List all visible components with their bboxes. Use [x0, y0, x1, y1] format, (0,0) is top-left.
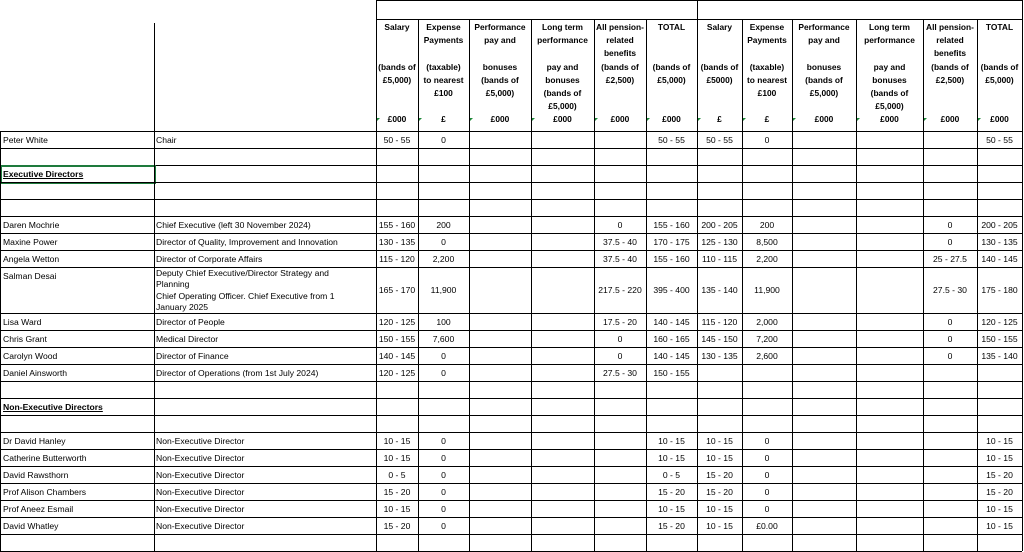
header-line: Long term	[869, 22, 910, 32]
grid-line	[697, 131, 698, 551]
value-cell: 10 - 15	[706, 521, 733, 531]
header-line: pay and	[484, 35, 516, 46]
grid-line	[469, 19, 470, 131]
header-line	[792, 100, 856, 113]
header-line: pay and	[873, 61, 906, 72]
header-line: (bands of	[601, 61, 639, 72]
header-line: £2,500)	[935, 74, 965, 85]
column-header-performance-pay-2024	[792, 21, 856, 131]
header-line	[646, 47, 697, 60]
header-line: Salary	[706, 22, 733, 32]
grid-line	[923, 19, 924, 131]
column-header-total-2024	[977, 21, 1022, 131]
job-title-line: Non-Executive Director	[156, 487, 245, 497]
header-line: performance	[864, 35, 915, 46]
header-line: bonuses	[545, 74, 580, 85]
grid-line	[376, 19, 1022, 20]
header-line: to nearest	[746, 74, 788, 85]
header-line: £5,000)	[548, 101, 577, 112]
person-name: Salman Desai	[3, 271, 57, 281]
header-line: TOTAL	[985, 22, 1014, 32]
value-cell: 110 - 115	[701, 254, 738, 264]
person-name: Chris Grant	[3, 334, 47, 344]
header-line: performance	[537, 35, 588, 46]
header-line	[376, 100, 418, 113]
value-cell: 100	[436, 317, 451, 327]
header-line	[977, 100, 1022, 113]
value-cell: 50 - 55	[383, 135, 411, 145]
header-line: £5,000)	[875, 101, 904, 112]
grid-line	[792, 131, 793, 551]
value-cell: 140 - 145	[653, 317, 690, 327]
value-cell: 10 - 15	[658, 436, 685, 446]
value-cell: 155 - 160	[653, 220, 690, 230]
value-cell: 0 - 5	[662, 470, 681, 480]
value-cell: 0	[617, 351, 623, 361]
person-name: Daniel Ainsworth	[3, 368, 68, 378]
header-line: (bands of	[378, 61, 416, 72]
person-name: Prof Aneez Esmail	[3, 504, 74, 514]
value-cell: 0	[764, 135, 770, 145]
grid-line	[154, 23, 155, 131]
grid-line	[594, 19, 595, 131]
header-line: £5,000)	[382, 74, 412, 85]
grid-line	[977, 131, 978, 551]
grid-line	[1022, 0, 1023, 131]
value-cell: 15 - 20	[658, 521, 685, 531]
value-cell: 130 - 135	[701, 351, 738, 361]
column-header-salary-2025	[376, 21, 418, 131]
header-line: bonuses	[872, 74, 907, 85]
cell-flag-marker	[978, 118, 981, 121]
cell-flag-marker	[698, 118, 701, 121]
header-line: (bands of	[481, 74, 519, 85]
header-line: Expense	[426, 22, 461, 32]
job-title-line: Deputy Chief Executive/Director Strategy and	[156, 268, 329, 278]
grid-line	[923, 131, 924, 551]
value-cell: 50 - 55	[986, 135, 1013, 145]
header-line: £5,000)	[657, 74, 686, 85]
value-cell: 395 - 400	[653, 285, 690, 295]
section-heading: Non-Executive Directors	[3, 402, 103, 412]
value-cell: 10 - 15	[706, 504, 733, 514]
cell-flag-marker	[419, 118, 422, 121]
person-name: Angela Wetton	[3, 254, 60, 264]
header-line	[856, 47, 923, 60]
value-cell: 0	[764, 436, 770, 446]
value-cell: 25 - 27.5	[933, 254, 967, 264]
value-cell: 135 - 140	[701, 285, 738, 295]
value-cell: 50 - 55	[658, 135, 685, 145]
person-name: Daren Mochrie	[3, 220, 60, 230]
column-header-performance-pay-2025	[469, 21, 531, 131]
value-cell: 0	[441, 436, 446, 446]
cell-flag-marker	[532, 118, 535, 121]
job-title-line: Director of Finance	[156, 351, 229, 361]
value-cell: 50 - 55	[706, 135, 733, 145]
person-name: Dr David Hanley	[3, 436, 66, 446]
value-cell: 15 - 20	[383, 521, 411, 531]
value-cell: 217.5 - 220	[598, 285, 642, 295]
header-line	[594, 100, 646, 113]
title-column-header	[154, 61, 376, 73]
grid-line	[531, 19, 532, 131]
job-title-line: Director of Corporate Affairs	[156, 254, 263, 264]
header-line: to nearest	[423, 74, 464, 85]
grid-line	[531, 131, 532, 551]
value-cell: 10 - 15	[383, 504, 411, 514]
value-cell: 155 - 160	[378, 220, 416, 230]
value-cell: 0	[764, 453, 770, 463]
grid-line	[856, 131, 857, 551]
person-name: Lisa Ward	[3, 317, 42, 327]
value-cell: 0	[947, 334, 953, 344]
header-line: benefits	[933, 48, 967, 59]
value-cell: 15 - 20	[986, 470, 1013, 480]
value-cell: 150 - 155	[981, 334, 1018, 344]
header-line	[742, 47, 792, 60]
header-line: (taxable)	[749, 61, 785, 72]
value-cell: 165 - 170	[378, 285, 416, 295]
header-line: pay and	[546, 61, 579, 72]
header-line	[697, 100, 742, 113]
value-cell: 15 - 20	[986, 487, 1013, 497]
header-line	[923, 87, 977, 100]
value-cell: 15 - 20	[383, 487, 411, 497]
value-cell: 27.5 - 30	[603, 368, 637, 378]
grid-line	[469, 131, 470, 551]
header-line: £000	[387, 114, 407, 125]
column-header-expense-payments-2025	[418, 21, 469, 131]
value-cell: 10 - 15	[383, 436, 411, 446]
column-header-total-2025	[646, 21, 697, 131]
value-cell: 10 - 15	[658, 504, 685, 514]
value-cell: 0	[764, 470, 770, 480]
grid-line	[376, 0, 377, 131]
header-line: £	[441, 114, 446, 125]
value-cell: £0.00	[756, 521, 778, 531]
cell-flag-marker	[857, 118, 860, 121]
header-line: £5,000)	[985, 74, 1014, 85]
job-title-line: Director of People	[156, 317, 225, 327]
header-line: (bands of	[931, 61, 969, 72]
value-cell: 10 - 15	[706, 436, 733, 446]
value-cell: 140 - 145	[378, 351, 416, 361]
job-title-line: Director of Quality, Improvement and Innovation	[156, 237, 338, 247]
header-line: £5,000)	[485, 87, 515, 98]
column-header-expense-payments-2024	[742, 21, 792, 131]
header-line	[376, 47, 418, 60]
header-line: Payments	[423, 35, 464, 46]
job-title-line: Non-Executive Director	[156, 470, 245, 480]
value-cell: 135 - 140	[981, 351, 1018, 361]
grid-line	[594, 131, 595, 551]
section-heading: Executive Directors	[3, 169, 84, 179]
header-line	[418, 100, 469, 113]
value-cell: 175 - 180	[981, 285, 1018, 295]
job-title-line: Director of Operations (from 1st July 2024)	[156, 368, 319, 378]
value-cell: 10 - 15	[986, 504, 1013, 514]
header-line	[531, 47, 594, 60]
grid-line	[977, 19, 978, 131]
header-line: £000	[553, 114, 572, 125]
header-line	[469, 47, 531, 60]
header-line	[697, 34, 742, 47]
value-cell: 2,600	[756, 351, 778, 361]
grid-line	[792, 19, 793, 131]
header-line: £000	[490, 114, 510, 125]
header-line: Expense	[749, 22, 785, 32]
job-title-line: Chief Operating Officer. Chief Executive from 1	[156, 290, 335, 301]
person-name: Maxine Power	[3, 237, 58, 247]
header-line: £000	[880, 114, 899, 125]
value-cell: 120 - 125	[981, 317, 1018, 327]
header-line	[376, 34, 418, 47]
value-cell: 11,900	[430, 285, 457, 295]
job-title-line: Non-Executive Director	[156, 436, 245, 446]
header-line: Long term	[542, 22, 583, 32]
header-line: £000	[610, 114, 630, 125]
value-cell: 200	[759, 220, 775, 230]
value-cell: 2,200	[756, 254, 778, 264]
value-cell: 140 - 145	[981, 254, 1018, 264]
grid-line	[376, 0, 1022, 1]
column-header-long-term-performance-2024	[856, 21, 923, 131]
value-cell: 125 - 130	[701, 237, 738, 247]
header-line	[977, 47, 1022, 60]
header-line: All pension-	[596, 22, 644, 32]
value-cell: 200 - 205	[981, 220, 1018, 230]
value-cell: 140 - 145	[653, 351, 690, 361]
header-line: (taxable)	[426, 61, 461, 72]
value-cell: 10 - 15	[986, 453, 1013, 463]
header-line: £000	[662, 114, 681, 125]
header-line: TOTAL	[657, 22, 686, 32]
value-cell: 0	[441, 470, 446, 480]
grid-line	[742, 19, 743, 131]
cell-flag-marker	[793, 118, 796, 121]
value-cell: 170 - 175	[653, 237, 690, 247]
value-cell: 0	[441, 487, 446, 497]
header-line: Payments	[747, 35, 787, 46]
header-line	[977, 34, 1022, 47]
job-title-line: Chief Executive (left 30 November 2024)	[156, 220, 311, 230]
header-line	[697, 47, 742, 60]
person-name: Carolyn Wood	[3, 351, 58, 361]
header-line: pay and	[808, 35, 840, 46]
job-title	[156, 268, 374, 313]
header-line	[646, 100, 697, 113]
person-name: Peter White	[3, 135, 48, 145]
header-line: £100	[757, 87, 777, 98]
value-cell: 0	[764, 487, 770, 497]
value-cell: 150 - 155	[378, 334, 416, 344]
value-cell: 15 - 20	[706, 487, 733, 497]
job-title-line: Medical Director	[156, 334, 219, 344]
column-header-salary-2024	[697, 21, 742, 131]
value-cell: 8,500	[756, 237, 778, 247]
header-line	[376, 87, 418, 100]
value-cell: 145 - 150	[701, 334, 738, 344]
value-cell: 10 - 15	[383, 453, 411, 463]
job-title-line: January 2025	[156, 301, 209, 312]
header-line: (bands of	[870, 87, 909, 98]
period-header-2024-25	[376, 4, 697, 16]
grid-line	[376, 131, 377, 551]
value-cell: 0	[947, 220, 953, 230]
grid-line	[0, 131, 1, 551]
value-cell: 27.5 - 30	[933, 285, 967, 295]
job-title-line: Planning	[156, 279, 190, 290]
value-cell: 0 - 5	[388, 470, 406, 480]
value-cell: 10 - 15	[658, 453, 685, 463]
grid-line	[1022, 131, 1023, 551]
value-cell: 115 - 120	[701, 317, 738, 327]
cell-flag-marker	[743, 118, 746, 121]
value-cell: 7,600	[432, 334, 455, 344]
header-line: £2,500)	[605, 74, 635, 85]
value-cell: 2,200	[432, 254, 455, 264]
value-cell: 0	[617, 220, 623, 230]
value-cell: 0	[617, 334, 623, 344]
period-header-2023-24	[697, 4, 1022, 16]
value-cell: 150 - 155	[653, 368, 690, 378]
header-line	[923, 100, 977, 113]
value-cell: 130 - 135	[981, 237, 1018, 247]
header-line: Salary	[384, 22, 410, 32]
value-cell: 0	[947, 351, 953, 361]
value-cell: 0	[441, 453, 446, 463]
header-line: £	[764, 114, 770, 125]
header-line: (bands of	[652, 61, 691, 72]
job-title-line: Non-Executive Director	[156, 504, 245, 514]
name-column-header	[0, 61, 154, 73]
header-line: £100	[434, 87, 453, 98]
cell-flag-marker	[595, 118, 598, 121]
value-cell: 0	[441, 521, 446, 531]
header-line	[646, 34, 697, 47]
header-line: £000	[814, 114, 834, 125]
cell-flag-marker	[924, 118, 927, 121]
value-cell: 37.5 - 40	[603, 237, 637, 247]
header-line: related	[936, 35, 964, 46]
header-line	[646, 87, 697, 100]
header-line: Performance	[798, 22, 850, 32]
value-cell: 11,900	[754, 285, 780, 295]
header-line: (bands of	[805, 74, 843, 85]
header-line: bonuses	[806, 61, 842, 72]
header-line: (bands of	[543, 87, 582, 98]
value-cell: 10 - 15	[706, 453, 733, 463]
value-cell: 0	[441, 135, 446, 145]
header-line	[469, 100, 531, 113]
grid-line	[697, 0, 698, 131]
header-line: (bands of	[980, 61, 1019, 72]
value-cell: 115 - 120	[379, 254, 415, 264]
header-line: benefits	[603, 48, 637, 59]
value-cell: 15 - 20	[706, 470, 733, 480]
header-line	[418, 47, 469, 60]
header-line: £	[717, 114, 722, 125]
header-line	[594, 87, 646, 100]
header-line: Performance	[474, 22, 526, 32]
value-cell: 10 - 15	[986, 521, 1013, 531]
value-cell: 120 - 125	[378, 368, 416, 378]
value-cell: 0	[441, 504, 446, 514]
header-line	[792, 47, 856, 60]
value-cell: 37.5 - 40	[603, 254, 637, 264]
value-cell: 15 - 20	[658, 487, 685, 497]
cell-flag-marker	[377, 118, 380, 121]
value-cell: 0	[441, 237, 446, 247]
value-cell: 130 - 135	[378, 237, 416, 247]
header-line	[742, 100, 792, 113]
value-cell: 200 - 205	[701, 220, 738, 230]
value-cell: 2,000	[756, 317, 778, 327]
person-name: Prof Alison Chambers	[3, 487, 87, 497]
grid-line	[418, 19, 419, 131]
value-cell: 120 - 125	[378, 317, 416, 327]
value-cell: 0	[947, 317, 953, 327]
grid-line	[418, 131, 419, 551]
person-name: David Whatley	[3, 521, 59, 531]
value-cell: 200	[436, 220, 451, 230]
value-cell: 0	[947, 237, 953, 247]
grid-line	[646, 131, 647, 551]
header-line: bonuses	[482, 61, 518, 72]
header-line: £000	[990, 114, 1009, 125]
person-name: David Rawsthorn	[3, 470, 69, 480]
value-cell: 160 - 165	[653, 334, 690, 344]
job-title-line: Non-Executive Director	[156, 521, 245, 531]
job-title-line: Chair	[156, 135, 177, 145]
header-line: £5,000)	[809, 87, 839, 98]
job-title-line: Non-Executive Director	[156, 453, 245, 463]
column-header-pension-benefits-2024	[923, 21, 977, 131]
header-line	[977, 87, 1022, 100]
header-line	[697, 87, 742, 100]
cell-flag-marker	[647, 118, 650, 121]
column-header-pension-benefits-2025	[594, 21, 646, 131]
value-cell: 17.5 - 20	[603, 317, 637, 327]
cell-flag-marker	[470, 118, 473, 121]
value-cell: 10 - 15	[986, 436, 1013, 446]
column-header-long-term-performance-2025	[531, 21, 594, 131]
header-line: related	[606, 35, 634, 46]
grid-line	[856, 19, 857, 131]
value-cell: 155 - 160	[653, 254, 690, 264]
value-cell: 0	[764, 504, 770, 514]
grid-line	[154, 131, 155, 551]
value-cell: 0	[441, 368, 446, 378]
header-line: All pension-	[926, 22, 974, 32]
header-line: (bands of	[700, 61, 739, 72]
person-name: Catherine Butterworth	[3, 453, 87, 463]
value-cell: 0	[441, 351, 446, 361]
header-line: £000	[940, 114, 960, 125]
grid-line	[646, 19, 647, 131]
grid-line	[742, 131, 743, 551]
value-cell: 7,200	[756, 334, 778, 344]
header-line: £5000)	[706, 74, 733, 85]
